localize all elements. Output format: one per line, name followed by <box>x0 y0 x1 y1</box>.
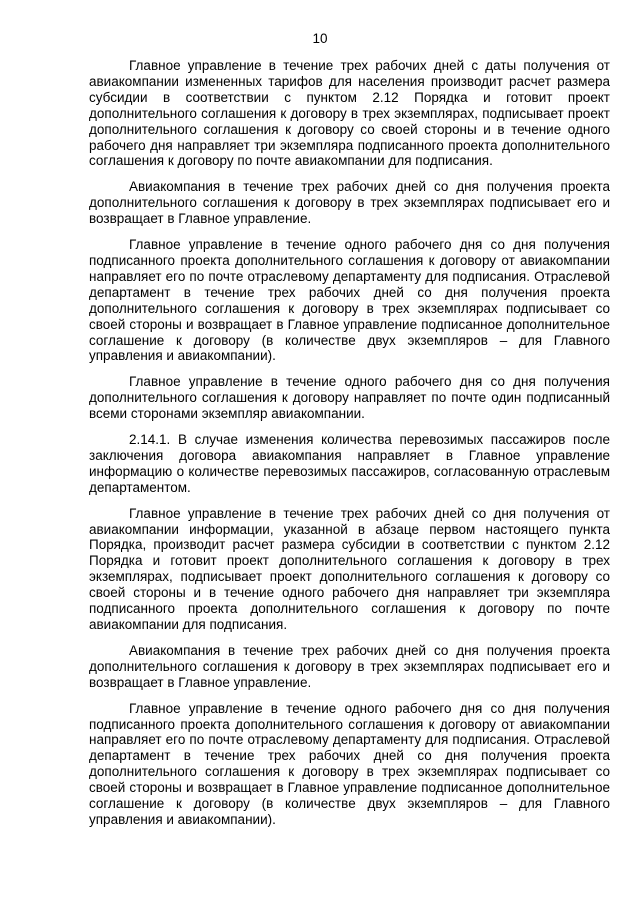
paragraph-copy-sent: Главное управление в течение одного рабочего дня со дня получения дополнительного соглашения к договору направляет по почте один подписанный всеми сторонами экземпляр авиакомпании. <box>89 374 610 422</box>
paragraph-passenger-change: Главное управление в течение трех рабочих дней со дня получения от авиакомпании информации, указанной в абзаце первом настоящего пункта Порядка, производит расчет размера субсидии в соответствии с пунктом 2.12 Порядка и готовит проект дополнительного соглашения к договору в трех экземплярах, подписывает проект дополнительного соглашения к договору со своей стороны и в течение одного рабочего дня направляет три экземпляра подписанного проекта дополнительного соглашения к договору по почте авиакомпании для подписания. <box>89 505 610 632</box>
paragraph-department-signs: Главное управление в течение одного рабочего дня со дня получения подписанного проекта дополнительного соглашения к договору от авиакомпании направляет его по почте отраслевому департаменту для подписания. Отраслевой департамент в течение трех рабочих дней со дня получения проекта дополнительного соглашения к договору в трех экземплярах подписывает со своей стороны и возвращает в Главное управление подписанное дополнительное соглашение к договору (в количестве двух экземпляров – для Главного управления и авиакомпании). <box>89 237 610 364</box>
paragraph-department-signs-2: Главное управление в течение одного рабочего дня со дня получения подписанного проекта дополнительного соглашения к договору от авиакомпании направляет его по почте отраслевому департаменту для подписания. Отраслевой департамент в течение трех рабочих дней со дня получения проекта дополнительного соглашения к договору в трех экземплярах подписывает со своей стороны и возвращает в Главное управление подписанное дополнительное соглашение к договору (в количестве двух экземпляров – для Главного управления и авиакомпании). <box>89 700 610 827</box>
paragraph-2-14-1: 2.14.1. В случае изменения количества перевозимых пассажиров после заключения договора авиакомпания направляет в Главное управление информацию о количестве перевозимых пассажиров, согласованную отраслевым департаментом. <box>89 432 610 495</box>
document-body <box>89 58 610 838</box>
paragraph-tariff-change: Главное управление в течение трех рабочих дней с даты получения от авиакомпании измененных тарифов для населения производит расчет размера субсидии в соответствии с пунктом 2.12 Порядка и готовит проект дополнительного соглашения к договору в трех экземплярах, подписывает проект дополнительного соглашения к договору со своей стороны и в течение одного рабочего дня направляет три экземпляра подписанного проекта дополнительного соглашения к договору по почте авиакомпании для подписания. <box>89 58 610 169</box>
page-number: 10 <box>312 31 328 46</box>
paragraph-airline-signs: Авиакомпания в течение трех рабочих дней со дня получения проекта дополнительного соглашения к договору в трех экземплярах подписывает его и возвращает в Главное управление. <box>89 179 610 227</box>
paragraph-airline-signs-2: Авиакомпания в течение трех рабочих дней со дня получения проекта дополнительного соглашения к договору в трех экземплярах подписывает его и возвращает в Главное управление. <box>89 642 610 690</box>
